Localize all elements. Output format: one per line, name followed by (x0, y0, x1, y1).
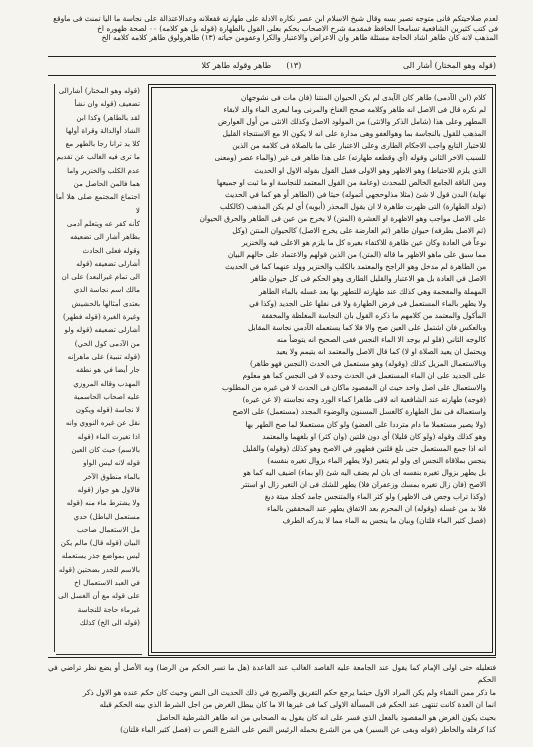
margin-text (56, 84, 140, 629)
header-left-text: طاهر وقوله طاهر كلا (201, 61, 272, 70)
margin-line: بظاهر أشار الى تضعيفه (70, 232, 140, 242)
main-line: المهملة والمعجمة وهي كذلك عند طهارته للتطهر بها بعد غسله بالماء الطاهر (258, 286, 486, 296)
main-line: وبالاستعمال المزيل كذلك (وقوله) وهو مستعمل في الحدث (النجس فهو طاهر) (250, 359, 486, 369)
main-line: نهاية) البدن قول لا شئ (مثلا مذلوحجهي أتموله) حيثا في (الطاهر أو هو كما في الحديث (224, 189, 486, 199)
margin-line: غيرماء حاجة للنجاسة (77, 604, 140, 614)
margin-line: الشاذ أوالدالة وقراة أولها (65, 125, 140, 135)
margin-end-rule (56, 654, 142, 655)
main-line: الاصح (فان زال تغيره بمسك وزعفران فلا) يطهر للشك فى ان التغير زال او استتر (241, 480, 486, 489)
footer-commentary (48, 662, 496, 736)
main-line: ينجس بملاقاة النجس اى ولو لم يتغير (ولا يطهر الماء بزوال تغيره بنفسه) (267, 455, 486, 465)
margin-line: عليه اصحاب الحاسمية (73, 391, 140, 401)
top-line: فى كتب كثيرين الشافعية تسامحا الحافظ فمقدمة شرح الاصحاب بحكم بعلى القول بالطهارة (قوله بل هو كلامه) ٠٠ لصحة ظهوره اخ (97, 23, 498, 33)
main-text (158, 92, 486, 527)
margin-line: لقد بالطاهر) وكذا ابن (76, 112, 140, 122)
margin-line: ليس بمواضع جذر يستعمله (61, 551, 140, 561)
main-line: انه اذا جمع المستعمل حتى بلغ قلتين فطهور في الاصح وهو كذلك (وقوله) والقليل (242, 443, 486, 453)
margin-line: أشارلى تضعيفه (قوله (76, 258, 140, 268)
main-line: على الجديد على ان الماء المستعمل في الحدث وحده لا فى النجس كما هو معلوم (242, 371, 486, 381)
main-line: على الاصل مواجب وهو الاظهرة او العشرة (المتن) لا يخرج من عين فى الطاهر والحرق الحيوان (199, 213, 486, 223)
margin-line: على قوله مع أن الغسل الى (58, 591, 140, 601)
main-line: الذي يلزم للاحتياط) وهو الاظهر وهو الاولى فقيل القول بقوله الاول او الحديث (254, 165, 486, 175)
main-line: فلا بد من غسله (وقوله) ان المحرم بعد الاتفاق يطهر عند المحققين بالماء (266, 504, 486, 514)
margin-line: كلا يد ترانا رجا بالطهر مع (65, 139, 140, 149)
footer-line: كذا كرفله والخاطر (قوله وبفى عن البسير) هي من الشرع بحمله الرئيس النص على الشرع النص ت (فصل كثير الماء قلتان) (120, 725, 496, 735)
main-line: (ثم الاصل بطرفه) حيوان طاهر (ثم العارضة على يخرج الاصل) كالحيوان المنتن (وكل (232, 226, 486, 236)
main-line: (وكذا تراب وجص فى الاظهر) ولو كثر الماء والمتنجس جامد كجلد ميتة دبغ (264, 492, 486, 502)
margin-line: لا نجاسة (قوله ويكون (75, 405, 140, 415)
main-line: للسبب الاخر الثاني وقوله (أي وقطعه طهارته) على هذا طاهر فى غير (والماء عصر (ومعنى (214, 153, 486, 163)
main-line: كلام (ابن الآدمى) طاهر كان الآيدى لم يكن الحيوان المنتنا (فان مات فى نشوجهان (240, 93, 486, 102)
margin-line: (قوله الى الخ) كذلك (79, 617, 140, 627)
margin-column (54, 84, 143, 652)
margin-line: كأنه كفر عه ويتعلم آدمى (66, 218, 140, 228)
margin-line: في العبد الاستعمال اخ (74, 577, 140, 587)
main-line: الاصل في العادة بل هو الاعتبار والقليل الطارى وهو الحكم فى كل حيوان طاهر (250, 274, 486, 284)
main-line: وهو كذلك وقوله (ولو كان قليلا) أي دون قلتين (وان كثر) او بلغهما والمعتمد (262, 431, 486, 441)
margin-line: قوله لانه ليس الواو (83, 458, 140, 468)
main-line: ومن الناقة الجامع الخالص للمحدث (وعامة من القول المعتمد للنجاسة او ما ثبت او جميعها (216, 177, 486, 187)
margin-line: بالماء منطوق الآخر (83, 471, 140, 481)
margin-line: (قوله وهو المختار) أشارالى (58, 86, 140, 95)
margin-line: اذا تغيرت الماء (قوله (77, 431, 140, 441)
main-line: (ولا يصير مستعملا ما دام مترددا على العضو) ولو كان مستعملا لما صح الطهر بها (245, 419, 486, 429)
margin-line: أشارلى تضعيفه (قوله ولو (64, 325, 140, 335)
main-line: ولا يطهر بالماء المستعمل فى فرض الطهارة ولا فى نفلها على الجديد (وكذا في (249, 298, 486, 308)
margin-line: مالك اسم نجاسة الذي (73, 285, 140, 295)
margin-line: جار أيضا في هو نطقه (76, 365, 140, 375)
margin-line: هما فالمن الحاصل من (73, 179, 140, 189)
margin-line: ولا يشترط ماء منه (قوله (66, 498, 140, 508)
margin-line: فالاول هو جواز (قوله (77, 484, 140, 494)
footer-line: انما ان العدة كانت تنتهى عند الحكم فى المسألة الاولى كما فى غيرها الا ما كان يبطل الغرض من اجل الشرط الذي بينه الحكم قبله (99, 700, 496, 710)
main-line: لم نكره قال فى الاصل انه طاهر وكلامه صحح الغناخ والمرنى وما لبعرى الماء والد لابقاء (223, 105, 486, 115)
main-line: للاختيار التابع واجب الاحكام الطارى وعلى الاعتبار على ما بالصلاة فى كلامه من الذين (232, 141, 486, 151)
main-line: والاستعمال على اصل واحد حيث ان المقصود ماكان فى الحدث لا في غيره من المطلوب (221, 383, 486, 393)
page-header: (قوله وهو المختار) أشار الى (١٣) طاهر وقوله طاهر كلا (201, 61, 496, 70)
main-line: ويحتمل ان يعيد الصلاة او لا) كما قال الاصل والمعتمد انه يتيمم ولا يعيد (276, 346, 486, 356)
margin-line: تضعيف (قوله وان نشأ (74, 99, 140, 109)
header-rule (48, 56, 496, 57)
margin-line: عدم الكلب والخنزير واما (67, 165, 140, 175)
top-line: المذهب لانه كان طاهر اشاد الحاجة مسئلة طاهر وان الاعراض والاعتبار والكرا وعفومن حياته (١٣) طاهرولوق طاهر كلامه كلامه الخ (101, 33, 498, 43)
margin-line: (قوله تنبية) على ماهرإنه (67, 351, 140, 361)
margin-line: وغيرة الغبرة (قوله فطهر) (63, 312, 140, 322)
main-line: بل يطهر بزوال تغيره بنفسه اى بان لم يضف اليه شئ (او بماء) اضيف اليه كما هو (243, 467, 486, 477)
main-line: (فوجه) طهارته عند الشافعية انه لاقى طاهرا كماء الورد وجه نجاسته (لا عن غيره) (242, 395, 486, 405)
page-number: ١٣ (289, 61, 299, 70)
margin-line: الى تمام غيرالبعد) على ان (61, 272, 140, 282)
margin-line: نقل عن غيره النووي وانه (65, 418, 140, 428)
header-rule-bottom (48, 75, 496, 76)
margin-line: المهذب وقاله المروزي (73, 378, 140, 388)
main-line: مما سبق على ماهو الاظهر ما قاله (المتن) من الذين قولهم والاعتماد على حالهم البيان (227, 250, 486, 260)
main-line: نوعاً في العادة وكان عين ظاهرة للاكتفاء بغيره كل ما يلزم هو الاعلى فيه والخنزير (241, 238, 486, 248)
main-text-frame (148, 84, 496, 656)
main-line: (فصل كثير الماء قلتان) وبيان ما ينجس به الماء مما لا يدركه الطرف (282, 516, 486, 526)
main-line: (تولد الطهارة) التى ظهرت طاهرة لا ان يقول المحذر (أبويه) أي لم يكن المذهب (كالكلب (220, 201, 486, 211)
footer-rule (48, 657, 496, 658)
margin-line: من الآدمى كول الحي) (74, 338, 140, 348)
main-line: المذهب للقول بالنجاسة بما وهوالعفو وهى مدارة على انه لا يكون الا مع الاستنجاء القليل (222, 129, 486, 139)
main-line: المطهر وعلى هذا (شامل الذكر والانثى) من المولود الاصل وكذلك الانثى من أول العوارض (218, 117, 486, 127)
footer-line: بحيث يكون الغرض هو المقصود بالفعل الذي فسر على انه كان يقول به الصحابي من انه طاهر الشرطية الحاصل (156, 712, 496, 722)
main-line: واستعماله فى نفل الطهارة كالغسل المسنون والوضوء المجدد (مستعمل) على الاصح (232, 407, 486, 417)
main-line: المأكول والمعتمد من كلامهم ما ذكره القول بان النجاسة المغلظة والمخففة (261, 310, 486, 320)
footer-line: فتعليله حتى اولى الإمام كما يقول عند الجامعة عليه القاصد الغالب عند القاعدة (هل ما تسر الحكم من الرضا) وبه الأصل أو يضع نظر تراضي في الحكم (48, 663, 496, 685)
main-line: كالوجه الثاني (فلو لم يوجد الا الماء النجس ففى الصحيح انه يتوضأ منه (276, 334, 486, 344)
footer-line: ما ذكر ممن النقباء ولم يكن المراد الاول حيثما يرجع حكم التفريق والصريح في ذلك الحديث الى النص وحيث كان حكم عنده هو الاول ذكر (82, 687, 496, 697)
margin-line: بعتدى أمثالها بالحشيش (71, 298, 140, 308)
margin-line: بالاسم للجدر بضحتين (قوله (58, 564, 140, 574)
margin-line: بالاسم) حيث كان العين (71, 445, 140, 455)
top-commentary (48, 14, 498, 43)
margin-line: مل الاستعمال صاحب (77, 524, 140, 534)
header-right-text: (قوله وهو المختار) أشار الى (402, 61, 496, 70)
top-line: لعدم صلاحيتكم فانى متوجه تصير بسه وقال شيخ الاسلام ابن عصر نكاره الادلة على طهارته قفعلانه وعدالاعتذالة على نجاسة ما اليا تمنث فى ماوقع (53, 14, 498, 23)
margin-line: اجتماع المجتمع صلى هلا أمالا (56, 192, 140, 215)
main-line: من الطاهرة لم مدخل وهو الراجح والمعتمد بالكلب والخنزير وولد عنهما كما في الحديث (225, 262, 486, 272)
margin-line: البيان (قوله قال) مالم يكن (60, 538, 140, 548)
main-text-inner-frame (151, 87, 493, 653)
main-line: وبالعكس فان اشتمل على العين صح والا فلا كما يستعمله الآدمي نجاسة المقابل (247, 322, 486, 332)
margin-line: وقوله فعلى الحادث (82, 245, 140, 255)
margin-line: ما ترى فيه الغالب عن تقديم (56, 152, 140, 162)
margin-line: مستعمل الباطل) حدي (73, 511, 140, 521)
